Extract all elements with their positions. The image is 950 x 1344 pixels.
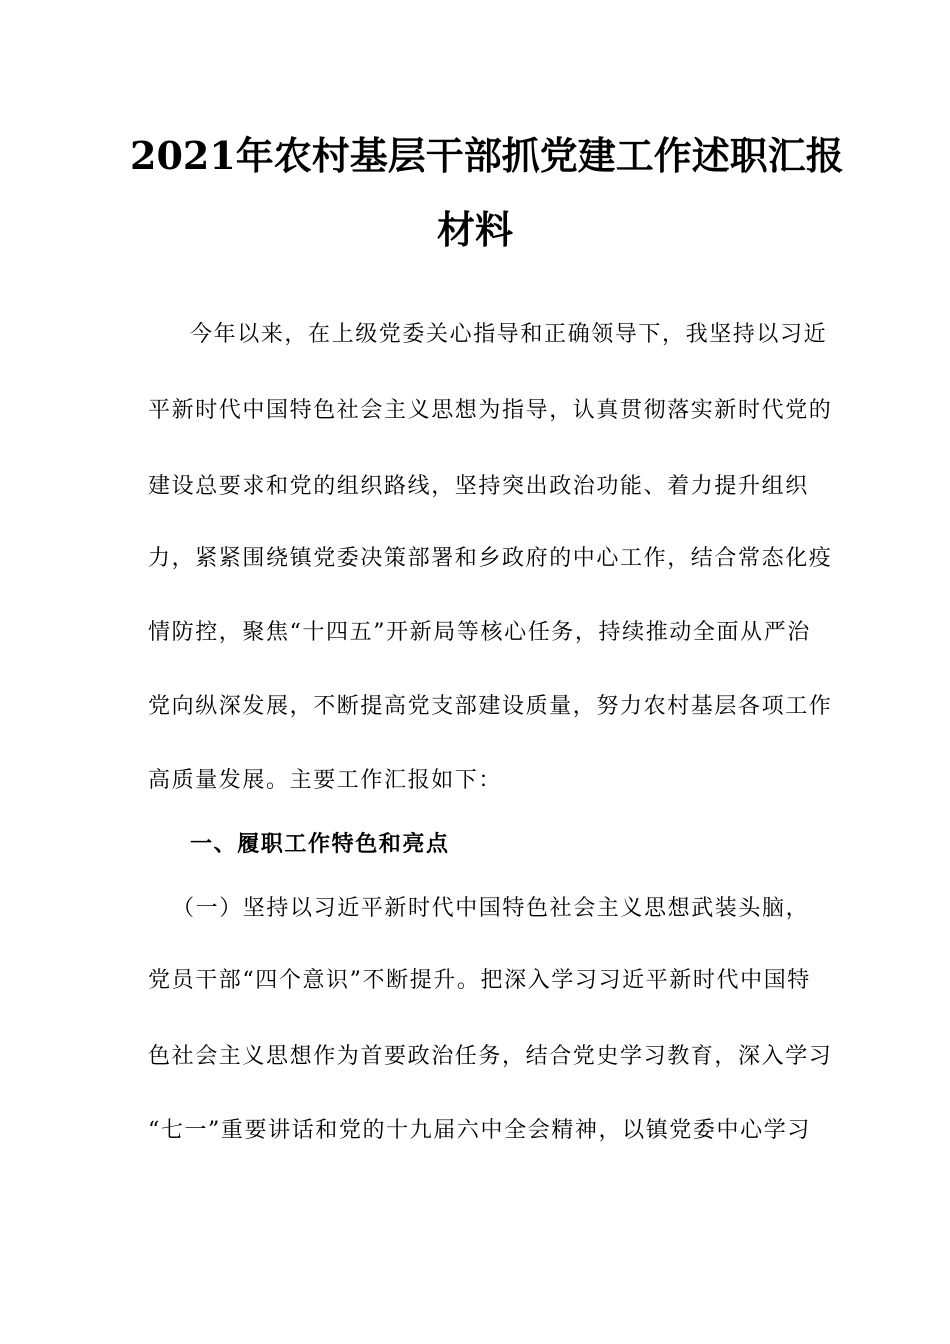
paragraph-line: “七一”重要讲话和党的十九届六中全会精神，以镇党委中心学习 bbox=[148, 1118, 811, 1143]
paragraph-line: 党员干部“四个意识”不断提升。把深入学习习近平新时代中国特 bbox=[148, 968, 811, 993]
section-heading: 一、履职工作特色和亮点 bbox=[190, 832, 450, 857]
paragraph-line: 建设总要求和党的组织路线，坚持突出政治功能、着力提升组织 bbox=[148, 474, 809, 499]
document-title-line-2: 材料 bbox=[436, 207, 513, 252]
paragraph-line: 色社会主义思想作为首要政治任务，结合党史学习教育，深入学习 bbox=[148, 1044, 833, 1069]
paragraph-line: （一）坚持以习近平新时代中国特色社会主义思想武装头脑， bbox=[172, 896, 810, 921]
document-title-line-1: 2021年农村基层干部抓党建工作述职汇报 bbox=[130, 133, 844, 178]
paragraph-line: 今年以来，在上级党委关心指导和正确领导下，我坚持以习近 bbox=[190, 322, 828, 347]
paragraph-line: 平新时代中国特色社会主义思想为指导，认真贯彻落实新时代党的 bbox=[148, 398, 833, 423]
paragraph-line: 高质量发展。主要工作汇报如下： bbox=[148, 768, 503, 793]
paragraph-line: 力，紧紧围绕镇党委决策部署和乡政府的中心工作，结合常态化疫 bbox=[148, 546, 833, 571]
paragraph-line: 党向纵深发展，不断提高党支部建设质量，努力农村基层各项工作 bbox=[148, 694, 833, 719]
paragraph-line: 情防控，聚焦“十四五”开新局等核心任务，持续推动全面从严治 bbox=[148, 620, 811, 645]
